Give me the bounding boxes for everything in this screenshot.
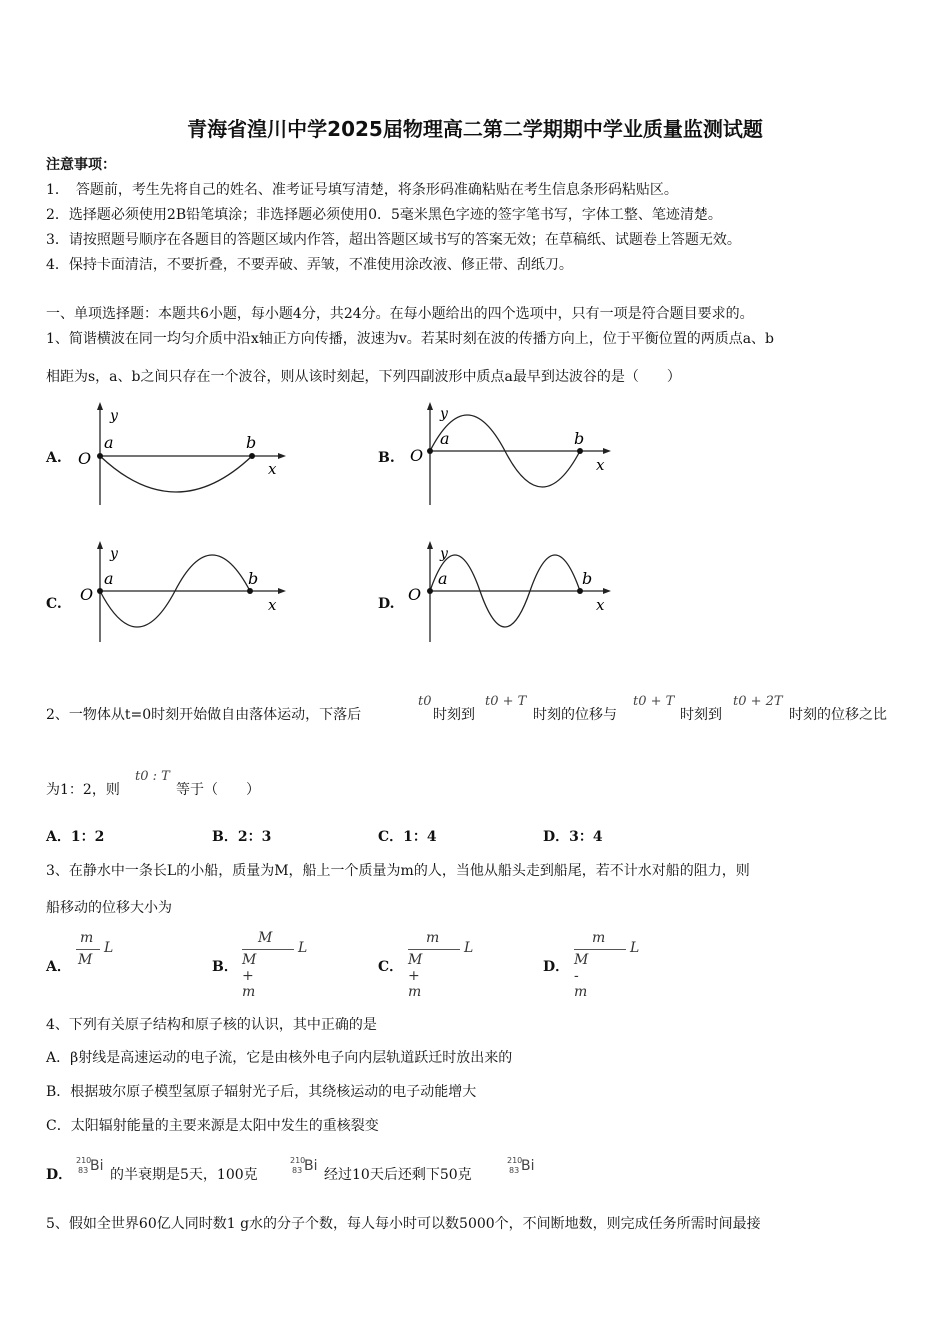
origin-label: O <box>80 585 94 604</box>
q2-option-b: B．2：3 <box>212 829 272 845</box>
q2-math-ratio: t0 : T <box>135 769 170 784</box>
x-axis-label: x <box>268 460 277 478</box>
point-b-label: b <box>582 569 593 588</box>
q2-option-d: D．3：4 <box>543 829 603 845</box>
question-3-line1: 3、在静水中一条长L的小船，质量为M，船上一个质量为m的人，当他从船头走到船尾，若不计水对船的阻力，则 <box>46 863 750 879</box>
q1-graph-b <box>400 400 630 510</box>
question-2-part: 时刻的位移与 <box>533 707 617 723</box>
notice-item: 1． 答题前，考生先将自己的姓名、准考证号填写清楚，将条形码准确粘贴在考生信息条形码粘贴区。 <box>46 182 678 198</box>
notice-item: 2．选择题必须使用2B铅笔填涂；非选择题必须使用0．5毫米黑色字迹的签字笔书写，字体工整、笔迹清楚。 <box>46 207 722 223</box>
origin-label: O <box>408 585 422 604</box>
x-axis-label: x <box>596 596 605 614</box>
q3-option-a-label: A． <box>46 959 71 975</box>
y-axis-label: y <box>440 406 448 422</box>
q2-math-t0-plus-2t: t0 + 2T <box>733 694 783 709</box>
question-2-part: 时刻到 <box>680 707 722 723</box>
q1-graph-a <box>70 400 300 510</box>
q1-graph-d <box>400 540 630 645</box>
q4-option-d-label: D． <box>46 1167 73 1183</box>
q1-option-b-label: B. <box>378 450 395 466</box>
q4-option-d-text: 经过10天后还剩下50克 <box>324 1167 472 1183</box>
q1-option-c-label: C. <box>46 596 62 612</box>
point-b-label: b <box>246 433 257 452</box>
q2-option-c: C．1：4 <box>378 829 437 845</box>
q2-math-t0: t0 <box>418 694 432 709</box>
question-2-part: 2、一物体从t=0时刻开始做自由落体运动，下落后 <box>46 707 362 723</box>
point-b-label: b <box>574 429 585 448</box>
q1-option-a-label: A. <box>46 450 62 466</box>
q4-option-c: C．太阳辐射能量的主要来源是太阳中发生的重核裂变 <box>46 1118 379 1134</box>
question-1-line1: 1、简谐横波在同一均匀介质中沿x轴正方向传播，波速为v。若某时刻在波的传播方向上，位于平衡位置的两质点a、b <box>46 331 775 347</box>
q2-math-t0-plus-t: t0 + T <box>485 694 527 709</box>
point-a-label: a <box>104 569 114 588</box>
question-5-line1: 5、假如全世界60亿人同时数1 g水的分子个数，每人每小时可以数5000个，不间断地数，则完成任务所需时间最接 <box>46 1216 761 1232</box>
q4-option-b: B．根据玻尔原子模型氢原子辐射光子后，其绕核运动的电子动能增大 <box>46 1084 477 1100</box>
y-axis-label: y <box>110 546 118 562</box>
notice-item: 4．保持卡面清洁，不要折叠，不要弄破、弄皱，不准使用涂改液、修正带、刮纸刀。 <box>46 257 573 273</box>
point-b-label: b <box>248 569 259 588</box>
question-2-line2: 等于（ ） <box>176 782 260 798</box>
q3-option-c-label: C． <box>378 959 404 975</box>
q1-graph-c <box>70 540 300 645</box>
y-axis-label: y <box>110 408 118 424</box>
section-heading: 一、单项选择题：本题共6小题，每小题4分，共24分。在每小题给出的四个选项中，只有一项是符合题目要求的。 <box>46 306 754 322</box>
origin-label: O <box>410 446 424 465</box>
q1-option-d-label: D. <box>378 596 395 612</box>
question-1-line2: 相距为s，a、b之间只存在一个波谷，则从该时刻起，下列四副波形中质点a最早到达波谷的是（ ） <box>46 369 681 385</box>
y-axis-label: y <box>440 546 448 562</box>
question-3-line2: 船移动的位移大小为 <box>46 900 172 916</box>
point-a-label: a <box>438 569 448 588</box>
q2-option-a: A．1：2 <box>46 829 105 845</box>
point-a-label: a <box>440 429 450 448</box>
origin-label: O <box>78 449 92 468</box>
q4-option-a: A．β射线是高速运动的电子流，它是由核外电子向内层轨道跃迁时放出来的 <box>46 1050 513 1066</box>
q3-option-d-label: D． <box>543 959 570 975</box>
point-a-label: a <box>104 433 114 452</box>
question-2-part: 时刻到 <box>433 707 475 723</box>
question-2-line2: 为1：2，则 <box>46 782 120 798</box>
question-2-part: 时刻的位移之比 <box>789 707 887 723</box>
notice-item: 3．请按照题号顺序在各题目的答题区域内作答，超出答题区域书写的答案无效；在草稿纸、试题卷上答题无效。 <box>46 232 741 248</box>
question-4-stem: 4、下列有关原子结构和原子核的认识，其中正确的是 <box>46 1017 377 1033</box>
q4-option-d-text: 的半衰期是5天，100克 <box>110 1167 258 1183</box>
notice-heading: 注意事项： <box>46 157 116 173</box>
page-title: 青海省湟川中学2025届物理高二第二学期期中学业质量监测试题 <box>187 117 763 141</box>
q3-option-b-label: B． <box>212 959 238 975</box>
q2-math-t0-plus-t: t0 + T <box>633 694 675 709</box>
x-axis-label: x <box>268 596 277 614</box>
x-axis-label: x <box>596 456 605 474</box>
